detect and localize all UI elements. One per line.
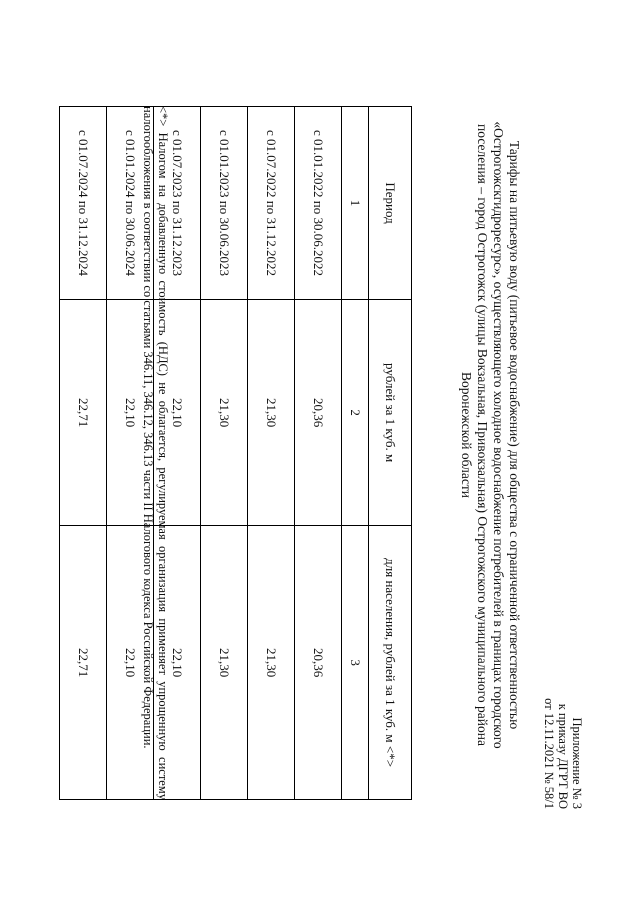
header-price: рублей за 1 куб. м	[369, 300, 412, 526]
column-number: 1	[342, 107, 369, 300]
period-cell: с 01.07.2023 по 31.12.2023	[154, 107, 201, 300]
appendix-number: Приложение № 3	[570, 717, 584, 809]
document-title: Тарифы на питьевую воду (питьевое водоснабжение) для общества с ограниченной ответственностью «Острогожскгидроресурс», осуществляющего холодное водоснабжение потребителей в границах городского поселения – город Острогожск (улицы Вокзальная, Привокзальная) Острогожского муниципального района Воронежской области	[459, 121, 522, 749]
price-cell: 22,10	[154, 300, 201, 526]
period-cell: с 01.01.2024 по 30.06.2024	[107, 107, 154, 300]
header-period: Период	[369, 107, 412, 300]
population-price-cell: 21,30	[201, 526, 248, 800]
column-number: 3	[342, 526, 369, 800]
period-cell: с 01.07.2024 по 31.12.2024	[60, 107, 107, 300]
price-cell: 20,36	[295, 300, 342, 526]
table-row	[248, 107, 295, 800]
table-row	[295, 107, 342, 800]
period-cell: с 01.07.2022 по 31.12.2022	[248, 107, 295, 300]
table-row	[60, 107, 107, 800]
period-cell: с 01.01.2023 по 30.06.2023	[201, 107, 248, 300]
table-header-row	[369, 107, 412, 800]
population-price-cell: 22,71	[60, 526, 107, 800]
price-cell: 21,30	[248, 300, 295, 526]
price-cell: 22,71	[60, 300, 107, 526]
appendix-date: от 12.11.2021 № 58/1	[542, 698, 556, 809]
period-cell: с 01.01.2022 по 30.06.2022	[295, 107, 342, 300]
appendix-order: к приказу ДГРТ ВО	[556, 703, 570, 809]
tariff-table	[59, 106, 412, 800]
population-price-cell: 22,10	[154, 526, 201, 800]
header-population-price: для населения, рублей за 1 куб. м <*>	[369, 526, 412, 800]
population-price-cell: 21,30	[248, 526, 295, 800]
vat-footnote: <*> Налогом на добавленную стоимость (НДС) не облагается, регулируемая организация применяет упрощенную систему налогообложения в соответствии со статьями 346.11, 346.12, 346.13 части II Налогового кодекса Российской Федерации.	[141, 106, 170, 800]
population-price-cell: 20,36	[295, 526, 342, 800]
column-number: 2	[342, 300, 369, 526]
price-cell: 22,10	[107, 300, 154, 526]
column-number-row	[342, 107, 369, 800]
population-price-cell: 22,10	[107, 526, 154, 800]
table-row	[201, 107, 248, 800]
appendix-reference	[542, 698, 584, 809]
price-cell: 21,30	[201, 300, 248, 526]
